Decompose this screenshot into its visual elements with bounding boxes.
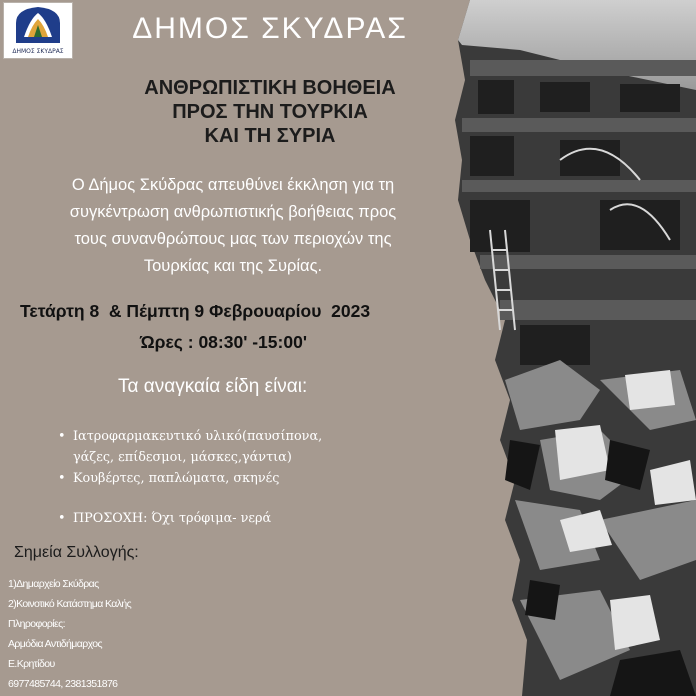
list-item-line: • Κουβέρτες, παπλώματα, σκηνές [73, 471, 280, 486]
heading-line: ΑΝΘΡΩΠΙΣΤΙΚΗ ΒΟΗΘΕΙΑ [144, 77, 396, 99]
appeal-line: συγκέντρωση ανθρωπιστικής βοήθειας προς [69, 203, 397, 221]
list-item-line: γάζες, επίδεσμοι, μάσκες,γάντια) [73, 450, 292, 465]
contact-line: 1)Δημαρχείο Σκύδρας [8, 578, 99, 590]
contact-line: Πληροφορίες: [8, 618, 65, 630]
heading-line: ΚΑΙ ΤΗ ΣΥΡΙΑ [204, 125, 336, 147]
main-heading [100, 76, 440, 148]
appeal-line: Τουρκίας και της Συρίας. [143, 257, 323, 275]
event-dates: Τετάρτη 8 & Πέμπτη 9 Φεβρουαρίου 2023 [20, 301, 371, 321]
contact-line: Ε.Κρητίδου [8, 658, 55, 670]
heading-line: ΠΡΟΣ ΤΗΝ ΤΟΥΡΚΙΑ [172, 101, 368, 123]
contact-info [8, 574, 131, 694]
collection-points-title: Σημεία Συλλογής: [14, 544, 139, 561]
list-item [58, 426, 458, 468]
appeal-line: τους συνανθρώπους μας των περιοχών της [74, 230, 392, 248]
appeal-paragraph [10, 172, 456, 280]
municipality-emblem-icon [4, 3, 72, 49]
contact-line: 2)Κοινοτικό Κατάστημα Καλής [8, 598, 132, 610]
municipality-logo [3, 2, 73, 59]
page-title: ΔΗΜΟΣ ΣΚΥΔΡΑΣ [132, 12, 408, 45]
list-item-line: • Ιατροφαρμακευτικό υλικό(παυσίπονα, [73, 429, 323, 444]
list-item [58, 468, 458, 489]
contact-line: Αρμόδια Αντιδήμαρχος [8, 638, 102, 650]
event-hours: Ώρες : 08:30' -15:00' [140, 332, 307, 352]
logo-caption: ΔΗΜΟΣ ΣΚΥΔΡΑΣ [12, 48, 64, 55]
contact-phones: 6977485744, 2381351876 [8, 678, 118, 690]
needs-list [58, 426, 458, 489]
needs-title: Τα αναγκαία είδη είναι: [118, 376, 308, 397]
appeal-line: Ο Δήμος Σκύδρας απευθύνει έκκληση για τη [71, 176, 395, 194]
warning-note: • ΠΡΟΣΟΧΗ: Όχι τρόφιμα- νερά [58, 511, 393, 526]
